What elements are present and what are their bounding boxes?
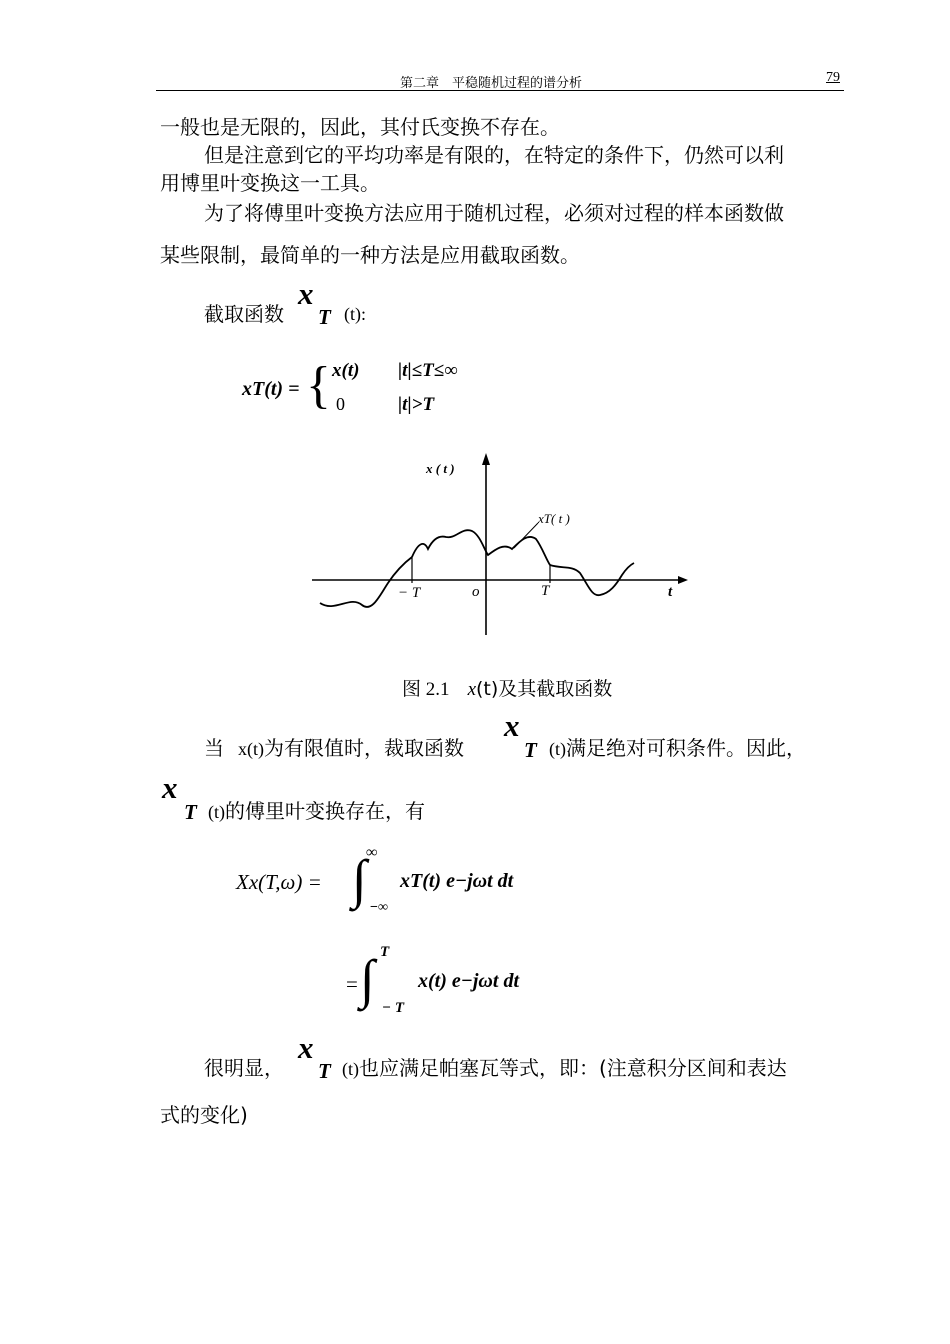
piecewise-brace: { [306,357,331,414]
signal-curve-truncated [412,530,550,565]
eq2-lhs: = [346,972,358,996]
tick-label-origin: o [472,584,480,600]
change: 式的变化) [160,1103,248,1127]
body-line-1: 一般也是无限的，因此，其付氏变换不存在。 [160,115,560,139]
parseval: (t)也应满足帕塞瓦等式，即：(注意积分区间和表达 [342,1056,787,1080]
piecewise-case1-value: x(t) [332,360,360,381]
piecewise-lhs: xT(t) = [242,378,300,400]
truncate-label: 截取函数 [204,302,284,326]
figure-2-1 [300,445,700,645]
T-subscript: T [318,305,331,329]
x-symbol: x [298,276,314,311]
fourier-exists: (t)的傅里叶变换存在，有 [208,799,425,823]
piecewise-case2-value: 0 [336,394,345,414]
signal-curve-right-tail [550,563,634,595]
x-symbol-3: x [162,770,178,805]
caption-prefix: 图 2.1 [402,679,450,700]
when-xt: x(t)为有限值时，裁取函数 [238,736,464,760]
eq1-integrand: xT(t) e−jωt dt [400,870,514,892]
piecewise-case2-cond: |t|>T [398,394,435,415]
x-axis-arrow [678,576,688,584]
x-symbol-2: x [504,708,520,743]
clearly: 很明显， [204,1056,284,1080]
when-pre: 当 [204,736,224,760]
eq2-integral-sign: ∫ [360,949,375,1009]
T-subscript-3: T [184,800,197,824]
x-axis-label: t [668,584,673,600]
page-number: 79 [826,70,840,85]
T-subscript-2: T [524,738,537,762]
body-line-4: 为了将傅里叶变换方法应用于随机过程，必须对过程的样本函数做 [204,201,784,225]
chapter-header-title: 第二章 平稳随机过程的谱分析 [400,75,583,90]
x-symbol-4: x [298,1030,314,1065]
eq2-integrand: x(t) e−jωt dt [418,970,520,992]
body-line-5: 某些限制，最简单的一种方法是应用截取函数。 [160,243,580,267]
eq1-integral-sign: ∫ [352,849,367,909]
curve-label: xT( t ) [538,511,570,526]
eq1-lower-limit: −∞ [370,900,388,915]
body-line-3: 用博里叶变换这一工具。 [160,171,380,195]
eq2-lower-limit: − T [382,1000,405,1016]
y-axis-arrow [482,453,490,465]
t-colon: (t): [344,304,366,324]
T-subscript-4: T [318,1059,331,1083]
eq1-lhs: Xx(T,ω) = [236,870,322,894]
body-line-2: 但是注意到它的平均功率是有限的，在特定的条件下，仍然可以利 [204,143,784,167]
figure-caption [402,674,612,701]
y-axis-label: x ( t ) [426,461,455,476]
tick-label-T: T [541,583,550,599]
eq2-upper-limit: T [380,944,390,960]
piecewise-case1-cond: |t|≤T≤∞ [398,360,458,381]
caption-x: x [467,679,476,700]
caption-suffix: (t)及其截取函数 [476,678,613,700]
tick-label-minus-T: − T [398,585,421,601]
eq1-upper-limit: ∞ [366,844,378,861]
curve-label-leader [514,523,538,548]
header-rule [156,90,844,91]
when-post: (t)满足绝对可积条件。因此， [549,736,806,760]
